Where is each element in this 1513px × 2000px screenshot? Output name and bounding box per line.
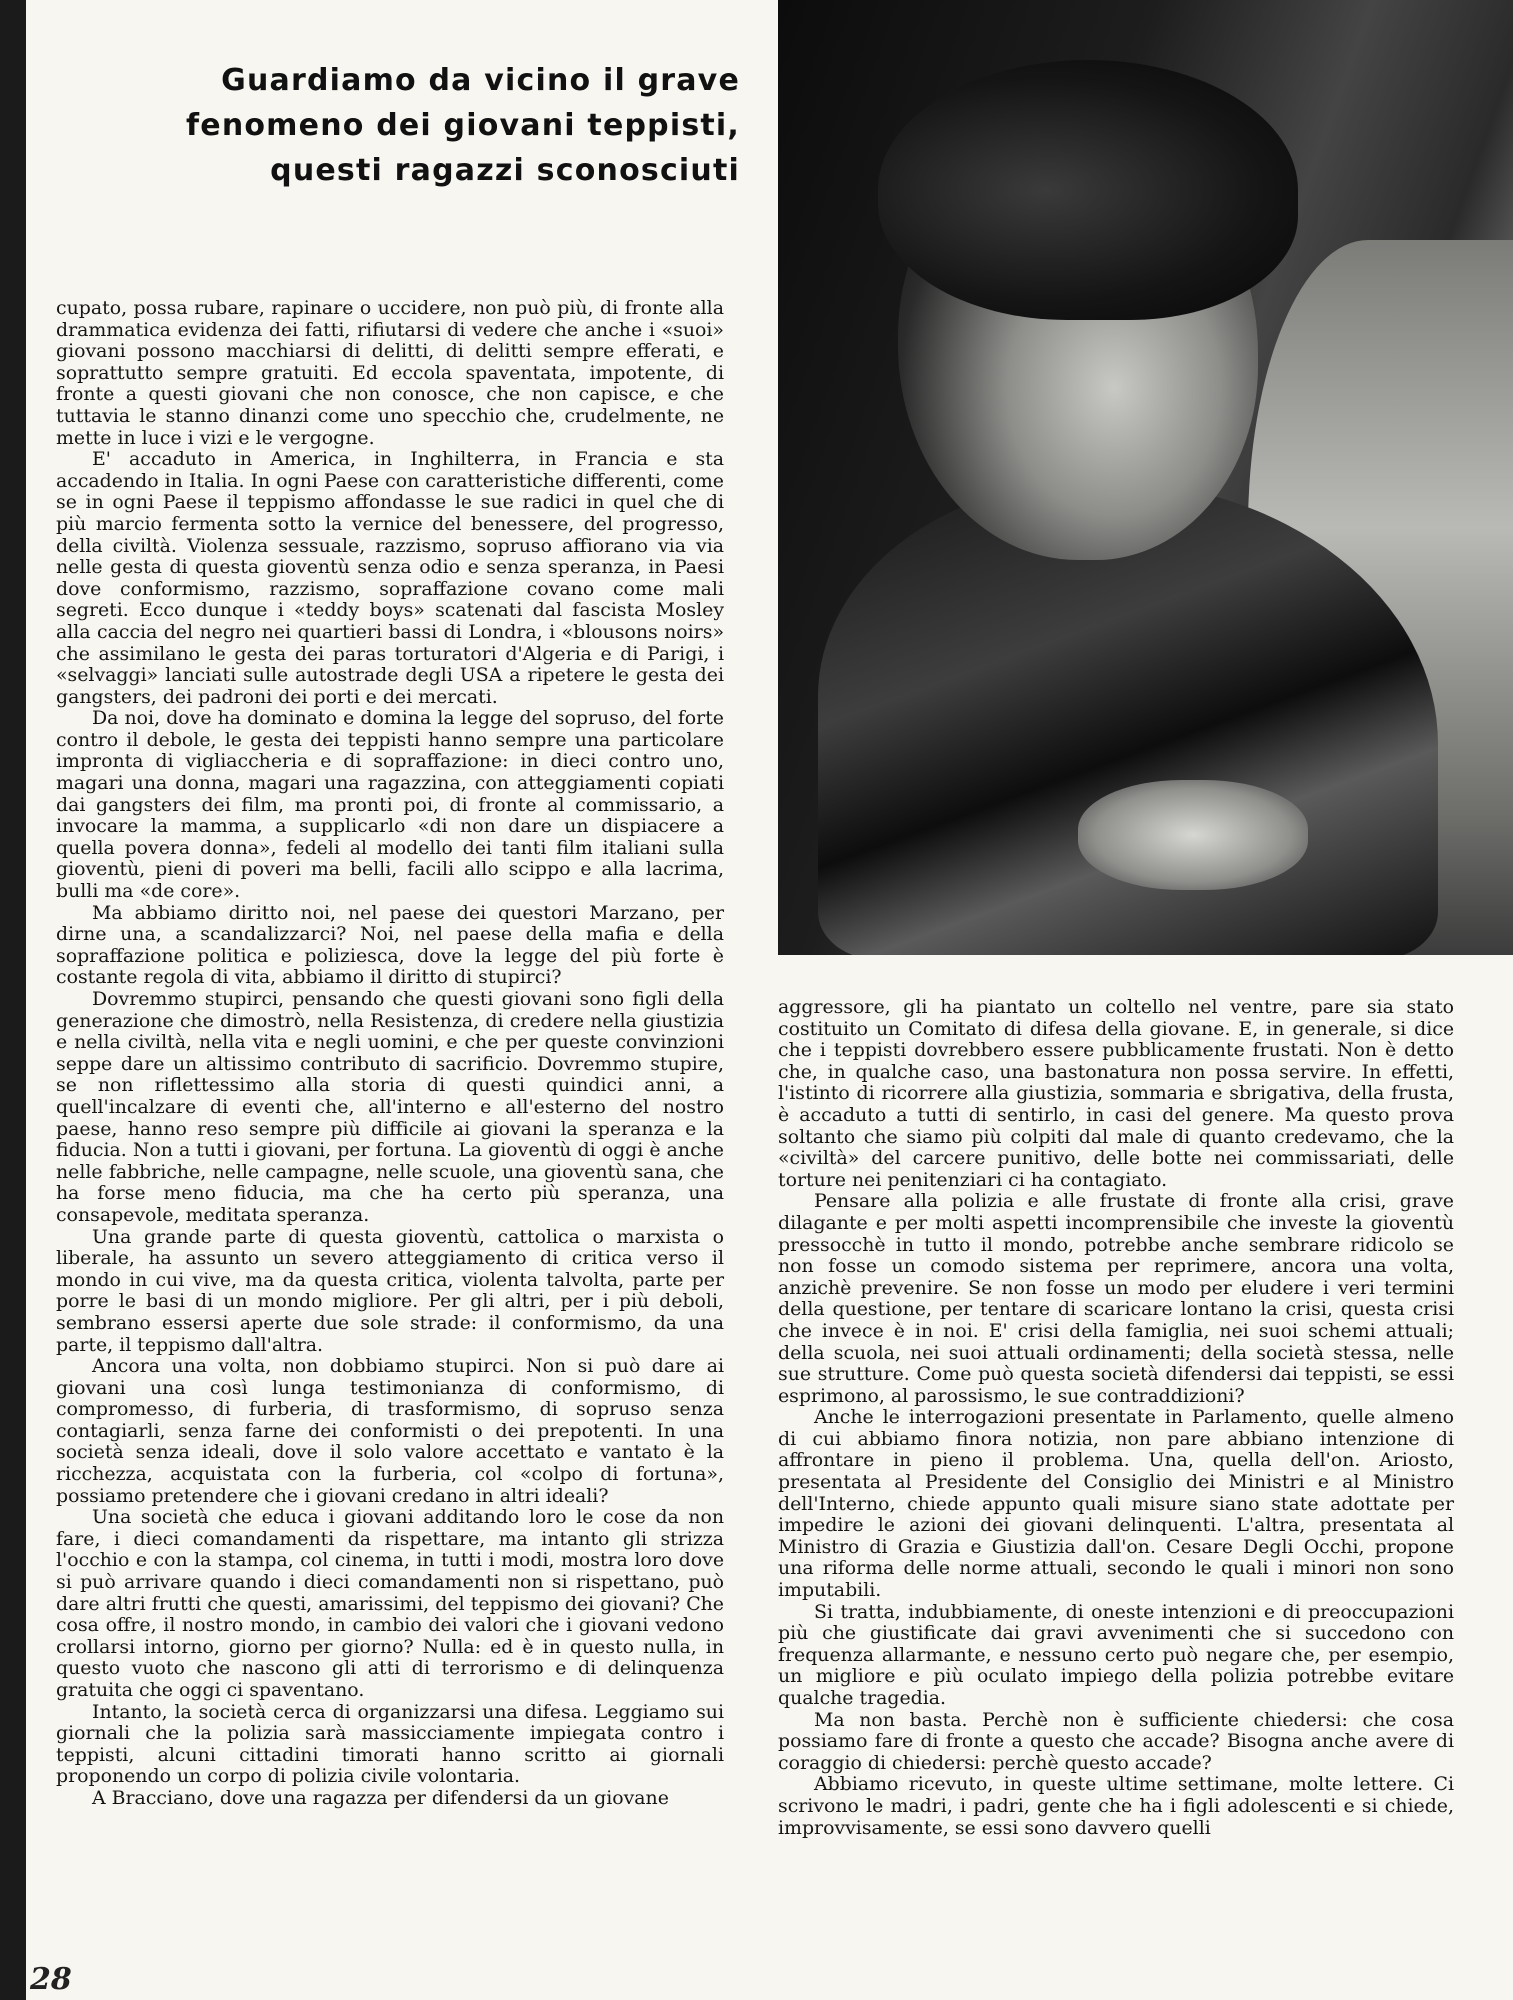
paragraph: Ancora una volta, non dobbiamo stupirci. Non si può dare ai giovani una così lunga testimonianza di conformismo, di compromesso, di furberia, di trasformismo, di sopruso senza contagiarli, senza farne dei conformisti o dei prepotenti. In una società senza ideali, dove il solo valore accettato e vantato è la ricchezza, acquistata con la furberia, col «colpo di fortuna», possiamo pretendere che i giovani credano in altri ideali? [56,1355,724,1507]
article-photo [778,0,1513,955]
paragraph: Ma non basta. Perchè non è sufficiente chiedersi: che cosa possiamo fare di fronte a questo che accade? Bisogna anche avere di coraggio di chiedersi: perchè questo accade? [778,1708,1454,1774]
page-edge-shadow [0,0,26,2000]
paragraph: Dovremmo stupirci, pensando che questi giovani sono figli della generazione che dimostrò, nella Resistenza, di credere nella giustizia e nella civiltà, nella vita e negli uomini, e che per queste convinzioni seppe dare un altissimo contributo di sacrificio. Dovremmo stupire, se non riflettessimo alla storia di questi quindici anni, a quell'incalzare di eventi che, all'interno e all'esterno del nostro paese, hanno reso sempre più difficile ai giovani la speranza e la fiducia. Non a tutti i giovani, per fortuna. La gioventù di oggi è anche nelle fabbriche, nelle campagne, nelle scuole, una gioventù sana, che ha forse meno fiducia, ma che ha certo più speranza, una consapevole, meditata speranza. [56,988,724,1226]
paragraph: Ma abbiamo diritto noi, nel paese dei questori Marzano, per dirne una, a scandalizzarci? Noi, nel paese della mafia e della sopraffazione politica e poliziesca, dove la legge del più forte è costante regola di vita, abbiamo il diritto di stupirci? [56,901,724,989]
photo-hair [878,60,1298,320]
paragraph: E' accaduto in America, in Inghilterra, in Francia e sta accadendo in Italia. In ogni Paese con caratteristiche differenti, come se in ogni Paese il teppismo affondasse le sue radici in quel che di più marcio fermenta sotto la vernice del benessere, del progresso, della civiltà. Violenza sessuale, razzismo, sopruso affiorano via via nelle gesta di questa gioventù senza odio e senza speranza, in Paesi dove conformismo, razzismo, sopraffazione covano come mali segreti. Ecco dunque i «teddy boys» scatenati dal fascista Mosley alla caccia del negro nei quartieri bassi di Londra, i «blousons noirs» che assimilano le gesta dei paras torturatori d'Algeria e di Parigi, i «selvaggi» lanciati sulle autostrade degli USA a ripetere le gesta dei gangsters, dei padroni dei porti e dei mercati. [56,448,724,708]
paragraph: Intanto, la società cerca di organizzarsi una difesa. Leggiamo sui giornali che la polizia sarà massicciamente impiegata contro i teppisti, alcuni cittadini timorati hanno scritto ai giornali proponendo un corpo di polizia civile volontaria. [56,1700,724,1788]
paragraph: Una società che educa i giovani additando loro le cose da non fare, i dieci comandamenti da rispettare, ma intanto gli strizza l'occhio e con la stampa, col cinema, in tutti i modi, mostra loro dove si può arrivare quando i dieci comandamenti non si rispettano, può dare altri frutti che questi, amarissimi, del teppismo dei giovani? Che cosa offre, il nostro mondo, in cambio dei valori che i giovani vedono crollarsi intorno, giorno per giorno? Nulla: ed è in questo nulla, in questo vuoto che nascono gli atti di terrorismo e di delinquenza gratuita che oggi ci spaventano. [56,1506,724,1701]
paragraph: Pensare alla polizia e alle frustate di fronte alla crisi, grave dilagante e per molti aspetti incomprensibile che investe la gioventù pressocchè in tutto il mondo, potrebbe anche sembrare ridicolo se non fosse un comodo sistema per reprimere, ancora una volta, anzichè prevenire. Se non fosse un modo per eludere i veri termini della questione, per tentare di scaricare lontano la crisi, questa crisi che invece è in noi. E' crisi della famiglia, nei suoi schemi attuali; della scuola, nei suoi attuali ordinamenti; della società stessa, nelle sue strutture. Come può questa società difendersi dai teppisti, se essi esprimono, al parossismo, le sue contraddizioni? [778,1190,1454,1407]
headline-line-3: questi ragazzi sconosciuti [270,153,740,188]
left-text-column [56,298,724,1810]
paragraph: A Bracciano, dove una ragazza per difendersi da un giovane [92,1786,669,1809]
page-number: 28 [30,1962,72,1997]
article-headline [120,58,740,193]
paragraph: Anche le interrogazioni presentate in Parlamento, quelle almeno di cui abbiamo finora notizia, non pare abbiano intenzione di affrontare in pieno il problema. Una, quella dell'on. Ariosto, presentata al Presidente del Consiglio dei Ministri e al Ministro dell'Interno, chiede appunto quali misure siano state adottate per impedire le azioni dei giovani delinquenti. L'altra, presentata al Ministro di Grazia e Giustizia dall'on. Cesare Degli Occhi, propone una riforma delle norme attuali, secondo le quali i minori non sono imputabili. [778,1406,1454,1602]
paragraph: Una grande parte di questa gioventù, cattolica o marxista o liberale, ha assunto un severo atteggiamento di critica verso il mondo in cui vive, ma da questa critica, violenta talvolta, parte per porre le basi di un mondo migliore. Per gli altri, per i più deboli, sembrano essersi aperte due sole strade: il conformismo, da una parte, il teppismo dall'altra. [56,1225,724,1356]
paragraph: cupato, possa rubare, rapinare o uccidere, non può più, di fronte alla drammatica evidenza dei fatti, rifiutarsi di vedere che anche i «suoi» giovani possono macchiarsi di delitti, di delitti sempre efferati, e soprattutto sempre gratuiti. Ed eccola spaventata, impotente, di fronte a questi giovani che non conosce, che non capisce, e che tuttavia le stanno dinanzi come uno specchio che, crudelmente, ne mette in luce i vizi e le vergogne. [56,297,724,449]
paragraph: Si tratta, indubbiamente, di oneste intenzioni e di preoccupazioni più che giustificate dai gravi avvenimenti che si succedono con frequenza allarmante, e nessuno certo può negare che, per esempio, un migliore e più oculato impiego della polizia potrebbe evitare qualche tragedia. [778,1600,1454,1709]
headline-line-2: fenomeno dei giovani teppisti, [186,108,740,143]
headline-line-1: Guardiamo da vicino il grave [221,63,740,98]
right-text-column [778,997,1454,1839]
paragraph: aggressore, gli ha piantato un coltello nel ventre, pare sia stato costituito un Comitato di difesa della giovane. E, in generale, si dice che i teppisti dovrebbero essere pubblicamente frustati. Non è detto che, in qualche caso, una bastonatura non possa servire. In effetti, l'istinto di ricorrere alla giustizia, sommaria e sbrigativa, della frusta, è accaduto a tutti di sentirlo, in casi del genere. Ma questo prova soltanto che siamo più colpiti dal male di quanto credevamo, che la «civiltà» del carcere punitivo, delle botte nei commissariati, delle torture nei penitenziari ci ha contagiato. [778,996,1454,1191]
paragraph: Da noi, dove ha dominato e domina la legge del sopruso, del forte contro il debole, le gesta dei teppisti hanno sempre una particolare impronta di vigliaccheria e di sopraffazione: in dieci contro uno, magari una donna, magari una ragazzina, con atteggiamenti copiati dai gangsters dei film, ma pronti poi, di fronte al commissario, a invocare la mamma, a supplicarlo «di non dare un dispiacere a quella povera donna», fedeli al modello dei tanti film italiani sulla gioventù, pieni di poveri ma belli, facili allo scippo e alla lacrima, bulli ma «de core». [56,707,724,903]
paragraph: Abbiamo ricevuto, in queste ultime settimane, molte lettere. Ci scrivono le madri, i padri, gente che ha i figli adolescenti e si chiede, improvvisamente, se essi sono davvero quelli [778,1773,1454,1839]
photo-hand [1078,780,1308,890]
